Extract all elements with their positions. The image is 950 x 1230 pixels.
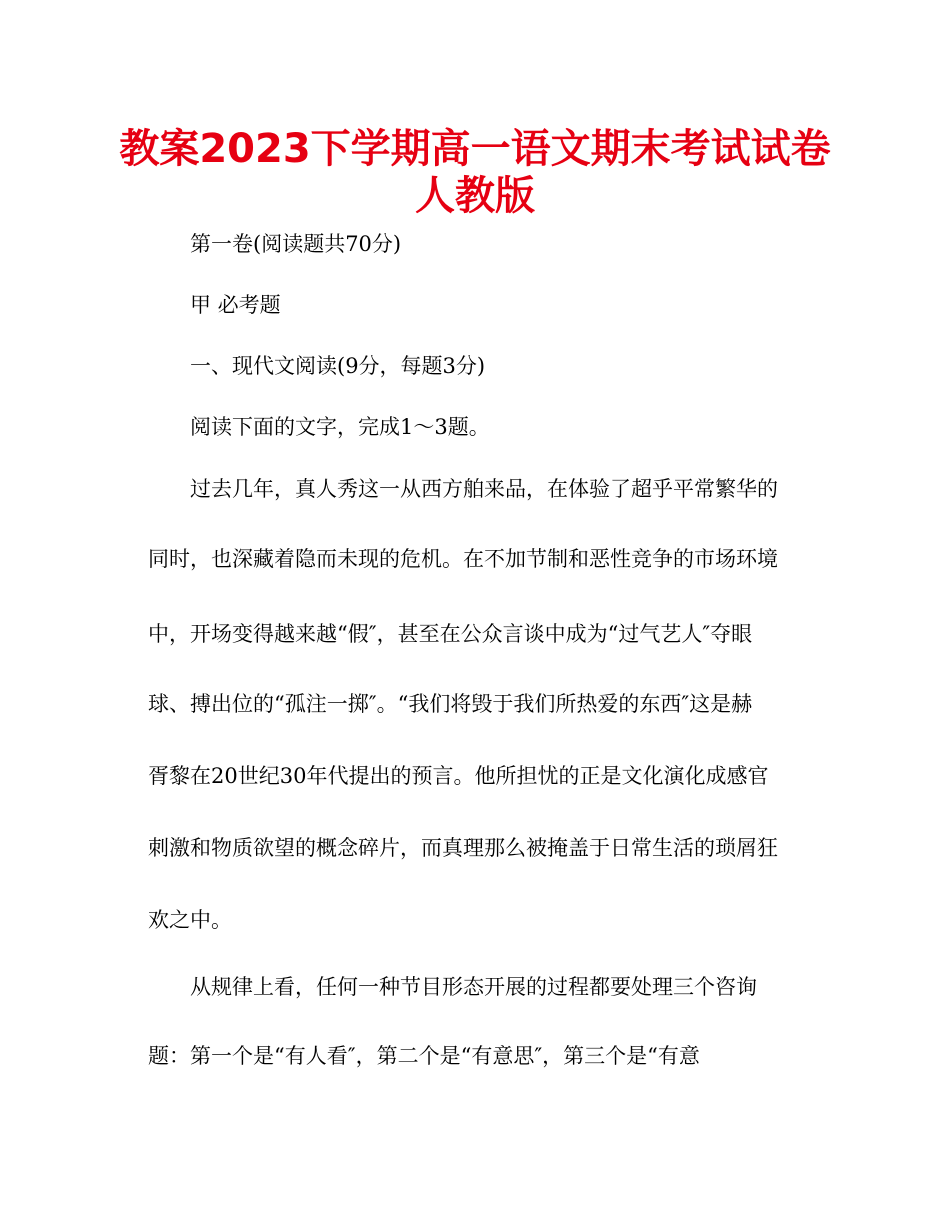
- reading-instruction: 阅读下面的文字，完成1～3题。: [190, 415, 490, 439]
- paragraph-line: 题：第一个是“有人看″，第二个是“有意思″，第三个是“有意: [148, 1044, 700, 1068]
- paragraph-line: 欢之中。: [148, 908, 232, 932]
- paragraph-line: 过去几年，真人秀这一从西方舶来品，在体验了超乎平常繁华的: [190, 477, 778, 501]
- paragraph-line: 刺激和物质欲望的概念碎片，而真理那么被掩盖于日常生活的琐屑狂: [148, 836, 778, 860]
- document-title-line-2: 人教版: [415, 173, 535, 219]
- paragraph-line: 从规律上看，任何一种节目形态开展的过程都要处理三个咨询: [190, 975, 757, 999]
- paragraph-line: 球、搏出位的“孤注一掷″。“我们将毁于我们所热爱的东西″这是赫: [148, 692, 753, 716]
- section-heading-volume-one: 第一卷(阅读题共70分): [190, 232, 402, 256]
- section-heading-required: 甲 必考题: [190, 293, 281, 317]
- paragraph-line: 同时，也深藏着隐而未现的危机。在不加节制和恶性竞争的市场环境: [148, 547, 778, 571]
- paragraph-line: 中，开场变得越来越“假″，甚至在公众言谈中成为“过气艺人″夺眼: [148, 622, 753, 646]
- section-heading-modern-reading: 一、现代文阅读(9分，每题3分): [190, 354, 486, 378]
- paragraph-line: 胥黎在20世纪30年代提出的预言。他所担忧的正是文化演化成感官: [148, 764, 769, 788]
- document-title-line-1: 教案2023下学期高一语文期末考试试卷: [119, 126, 831, 172]
